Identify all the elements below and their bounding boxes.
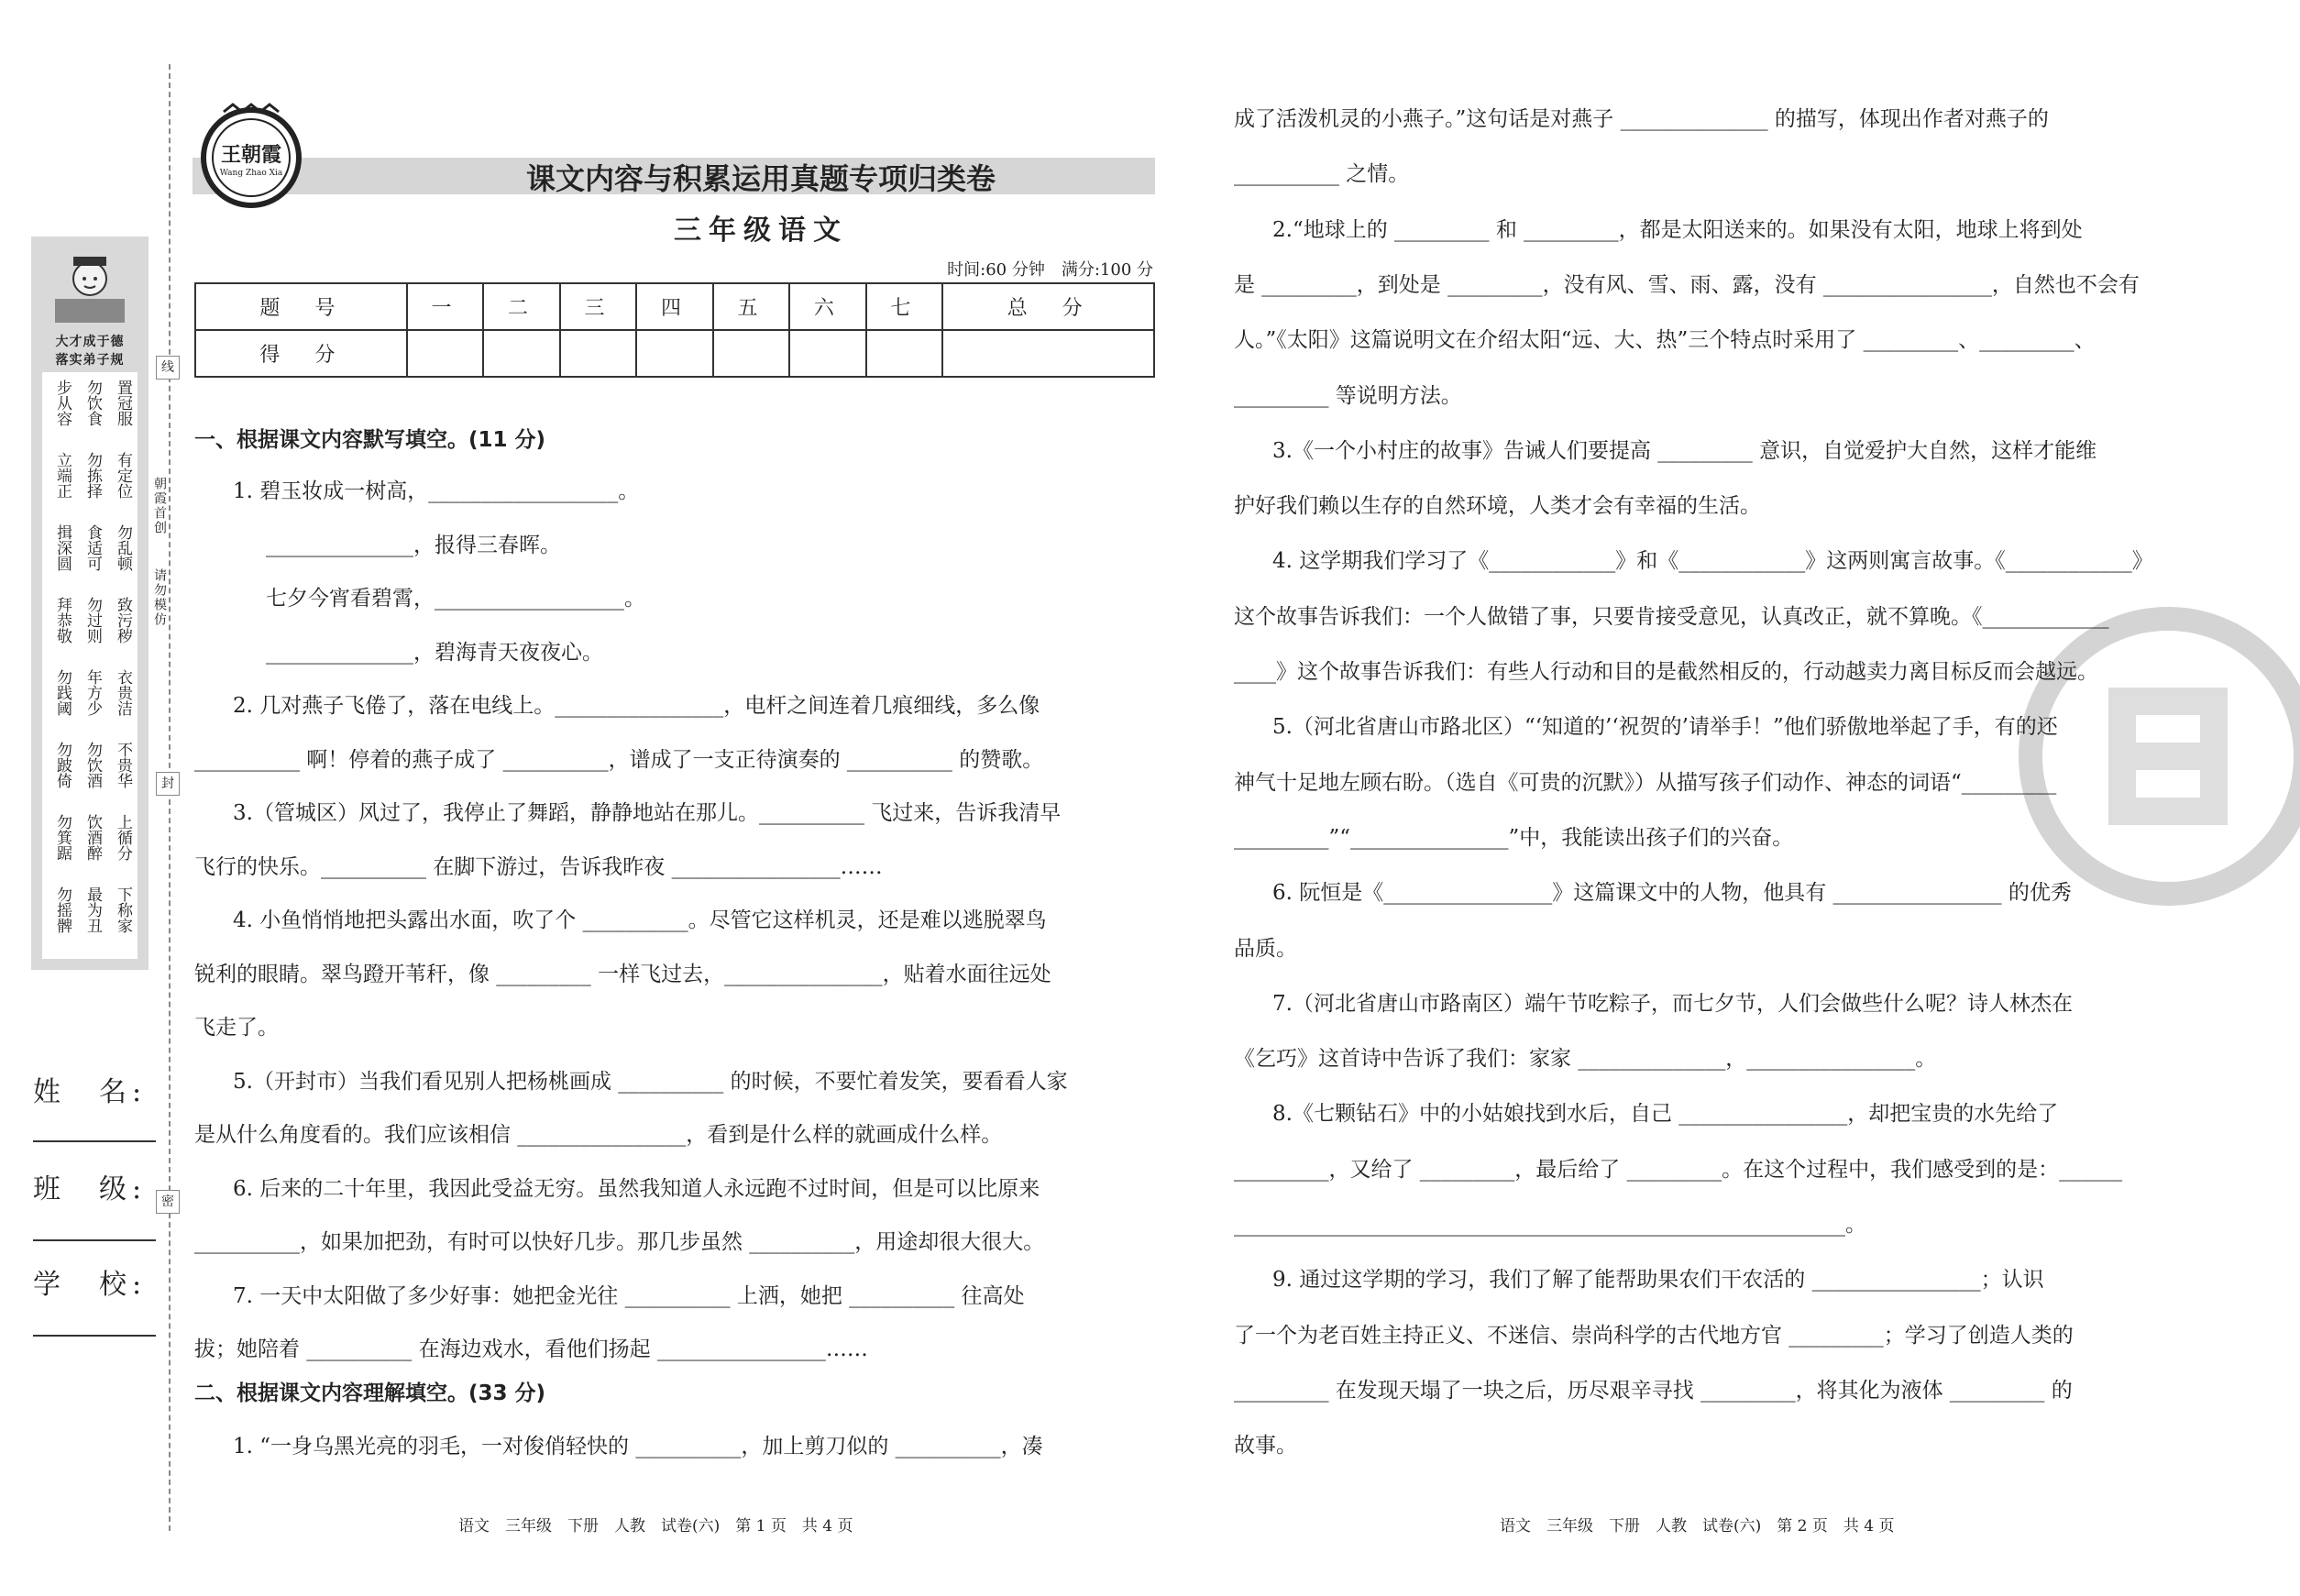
rule-column: 最为丑 [83,886,102,933]
rule-column: 勿箕踞 [53,814,72,861]
score-cell[interactable] [560,330,636,377]
question-line: 飞行的快乐。__________ 在脚下游过，告诉我昨夜 ________________…… [194,854,883,879]
rule-column: 致污秽 [114,597,132,644]
score-header-cell: 四 [636,283,712,330]
score-header-cell: 二 [483,283,559,330]
score-cell[interactable] [789,330,865,377]
vertical-note-1: 朝霞首创 [152,477,167,535]
question-line: 是从什么角度看的。我们应该相信 ________________，看到是什么样的就画成什么样。 [194,1123,1003,1147]
rule-column: 年方少 [83,669,102,716]
question-line: _________”“_______________”中，我能读出孩子们的兴奋。 [1234,825,1794,850]
score-header-cell: 总 分 [942,283,1154,330]
question-line: 2.“地球上的 _________ 和 _________，都是太阳送来的。如果没有太阳，地球上将到处 [1272,217,2083,242]
rule-column: 有定位 [114,452,132,499]
rule-column: 揖深圆 [53,524,72,571]
rule-column: 食适可 [83,524,102,571]
score-header-cell: 题 号 [195,283,407,330]
score-cell[interactable] [866,330,942,377]
page1-last-line: 1. “一身乌黑光亮的羽毛，一对俊俏轻快的 __________，加上剪刀似的 __________，凑 [233,1435,1043,1458]
question-line: 3.（管城区）风过了，我停止了舞蹈，静静地站在那儿。__________ 飞过来，告诉我清早 [233,801,1062,825]
score-cell[interactable] [636,330,712,377]
question-line: 4. 这学期我们学习了《____________》和《____________》这两则寓言故事。《____________》 [1272,549,2153,574]
seal-tag-seal: 封 [156,772,180,796]
score-header-cell: 五 [713,283,789,330]
rule-group [48,742,132,788]
question-line: 5.（开封市）当我们看见别人把杨桃画成 __________ 的时候，不要忙着发笑，要看看人家 [233,1069,1068,1094]
seal-tag-line: 线 [156,356,180,380]
rule-group [48,524,132,571]
rule-column: 勿摇髀 [53,886,72,933]
question-line: 七夕今宵看碧霄，__________________。 [266,587,645,611]
question-line: 3.《一个小村庄的故事》告诫人们要提高 _________ 意识，自觉爱护大自然，这样才能维 [1272,438,2097,463]
score-table [194,282,1155,378]
rule-column: 勿拣择 [83,452,102,499]
rule-column: 步从容 [53,380,72,426]
rule-column: 上循分 [114,814,132,861]
vertical-note-2: 请勿模仿 [152,568,167,627]
rule-column: 勿过则 [83,597,102,644]
rules-box [42,372,138,959]
question-line: ______________，碧海青天夜夜心。 [266,640,603,665]
question-line: 故事。 [1234,1434,1297,1458]
section-2-heading: 二、根据课文内容理解填空。(33 分) [194,1381,546,1405]
rule-column: 立端正 [53,452,72,499]
question-line: __________ 啊！停着的燕子成了 __________，谱成了一支正待演奏的 __________ 的赞歌。 [194,747,1044,772]
page2-footer: 语文 三年级 下册 人教 试卷(六) 第 2 页 共 4 页 [1500,1517,1895,1535]
question-line: 这个故事告诉我们：一个人做错了事，只要肯接受意见，认真改正，就不算晚。《____________ [1234,604,2109,629]
score-cell[interactable] [483,330,559,377]
secret-stamp-icon [2017,605,2300,908]
question-line: 成了活泼机灵的小燕子。”这句话是对燕子 ______________ 的描写，体现出作者对燕子的 [1234,107,2049,131]
question-line: 6. 后来的二十年里，我因此受益无穷。虽然我知道人永远跑不过时间，但是可以比原来 [233,1176,1040,1201]
section-1-heading: 一、根据课文内容默写填空。(11 分) [194,428,546,452]
question-line: 7. 一天中太阳做了多少好事：她把金光往 __________ 上洒，她把 __________ 往高处 [233,1283,1025,1308]
score-table-header-row [195,283,1154,330]
logo-subtext: Wang Zhao Xia [219,169,283,178]
score-header-cell: 三 [560,283,636,330]
sidebar-motto-panel [31,237,149,970]
rule-group [48,814,132,861]
question-line: 7.（河北省唐山市路南区）端午节吃粽子，而七夕节，人们会做些什么呢？诗人林杰在 [1272,991,2073,1016]
score-cell[interactable] [407,330,483,377]
rule-group [48,597,132,644]
rule-column: 衣贵洁 [114,669,132,716]
time-score-info: 时间:60 分钟 满分:100 分 [947,260,1153,280]
question-line: 1. 碧玉妆成一树高，__________________。 [233,479,640,503]
question-line: __________________________________________________________。 [1234,1213,1866,1237]
rule-column: 下称家 [114,886,132,933]
question-line: 了一个为老百姓主持正义、不迷信、崇尚科学的古代地方官 _________；学习了创造人类的 [1234,1323,2074,1348]
question-line: 品质。 [1234,936,1297,961]
rule-column: 饮酒醉 [83,814,102,861]
motto-line-2: 落实弟子规 [55,353,125,368]
rule-column: 勿践阈 [53,669,72,716]
question-line: ____》这个故事告诉我们：有些人行动和目的是截然相反的，行动越卖力离目标反而会越远。 [1234,660,2098,684]
motto-line-1: 大才成于德 [55,335,125,349]
question-line: ______________，报得三春晖。 [266,533,561,557]
question-line: 飞走了。 [194,1016,279,1040]
school-field[interactable] [33,1335,156,1337]
question-line: 8.《七颗钻石》中的小姑娘找到水后，自己 ________________，却把宝贵的水先给了 [1272,1102,2059,1127]
scholar-mascot-icon [51,249,128,328]
question-line: 护好我们赖以生存的自然环境，人类才会有幸福的生活。 [1234,494,1761,519]
seal-tag-secret: 密 [156,1190,180,1214]
exam-subtitle: 三年级语文 [674,215,848,247]
rule-column: 勿饮食 [83,380,102,426]
question-line: 人。”《太阳》这篇说明文在介绍太阳“远、大、热”三个特点时采用了 _________、_________、 [1234,328,2096,353]
rule-group [48,452,132,499]
rule-column: 不贵华 [114,742,132,788]
score-cell[interactable] [713,330,789,377]
question-line: _________ 在发现天塌了一块之后，历尽艰辛寻找 _________，将其化为液体 _________ 的 [1234,1378,2073,1403]
rule-column: 勿乱顿 [114,524,132,571]
score-table-score-row [195,330,1154,377]
rule-column: 勿饮酒 [83,742,102,788]
question-line: 《乞巧》这首诗中告诉了我们：家家 ______________，________________。 [1234,1047,1937,1072]
rule-group [48,380,132,426]
logo-text: 王朝霞 [220,143,281,167]
question-line: 5.（河北省唐山市路北区）“‘知道的’‘祝贺的’请举手！”他们骄傲地举起了手，有的还 [1272,715,2058,740]
question-line: 9. 通过这学期的学习，我们了解了能帮助果农们干农活的 ________________；认识 [1272,1268,2044,1293]
score-row-label: 得 分 [195,330,407,377]
question-line: 拔；她陪着 __________ 在海边戏水，看他们扬起 ________________…… [194,1337,868,1361]
class-field[interactable] [33,1239,156,1241]
score-header-cell: 一 [407,283,483,330]
rule-column: 置冠服 [114,380,132,426]
question-line: __________ 之情。 [1234,162,1410,187]
question-line: 是 _________，到处是 _________，没有风、雪、雨、露，没有 ________________，自然也不会有 [1234,272,2140,297]
question-line: _________，又给了 _________，最后给了 _________。在这个过程中，我们感受到的是：______ [1234,1157,2123,1182]
score-cell[interactable] [942,330,1154,377]
name-field[interactable] [33,1140,156,1142]
question-line: __________，如果加把劲，有时可以快好几步。那几步虽然 __________，用途却很大很大。 [194,1230,1045,1254]
rule-column: 拜恭敬 [53,597,72,644]
question-line: 神气十足地左顾右盼。（选自《可贵的沉默》）从描写孩子们动作、神态的词语“_________ [1234,770,2057,795]
exam-title: 课文内容与积累运用真题专项归类卷 [525,161,996,196]
score-header-cell: 七 [866,283,942,330]
page1-footer: 语文 三年级 下册 人教 试卷(六) 第 1 页 共 4 页 [458,1517,853,1535]
school-label: 学 校: [33,1269,148,1301]
name-label: 姓 名: [33,1076,148,1108]
class-label: 班 级: [33,1173,148,1205]
rule-group [48,669,132,716]
question-line: 6. 阮恒是《________________》这篇课文中的人物，他具有 ________________ 的优秀 [1272,881,2072,906]
rule-group [48,886,132,933]
question-line: _________ 等说明方法。 [1234,383,1462,408]
question-line: 4. 小鱼悄悄地把头露出水面，吹了个 __________。尽管它这样机灵，还是难以逃脱翠鸟 [233,908,1047,932]
question-line: 锐利的眼睛。翠鸟蹬开苇秆，像 _________ 一样飞过去，_______________，贴着水面往远处 [194,962,1051,986]
score-header-cell: 六 [789,283,865,330]
binding-dashed-line [169,64,171,1531]
question-line: 2. 几对燕子飞倦了，落在电线上。________________，电杆之间连着几痕细线，多么像 [233,694,1040,718]
rule-column: 勿跛倚 [53,742,72,788]
